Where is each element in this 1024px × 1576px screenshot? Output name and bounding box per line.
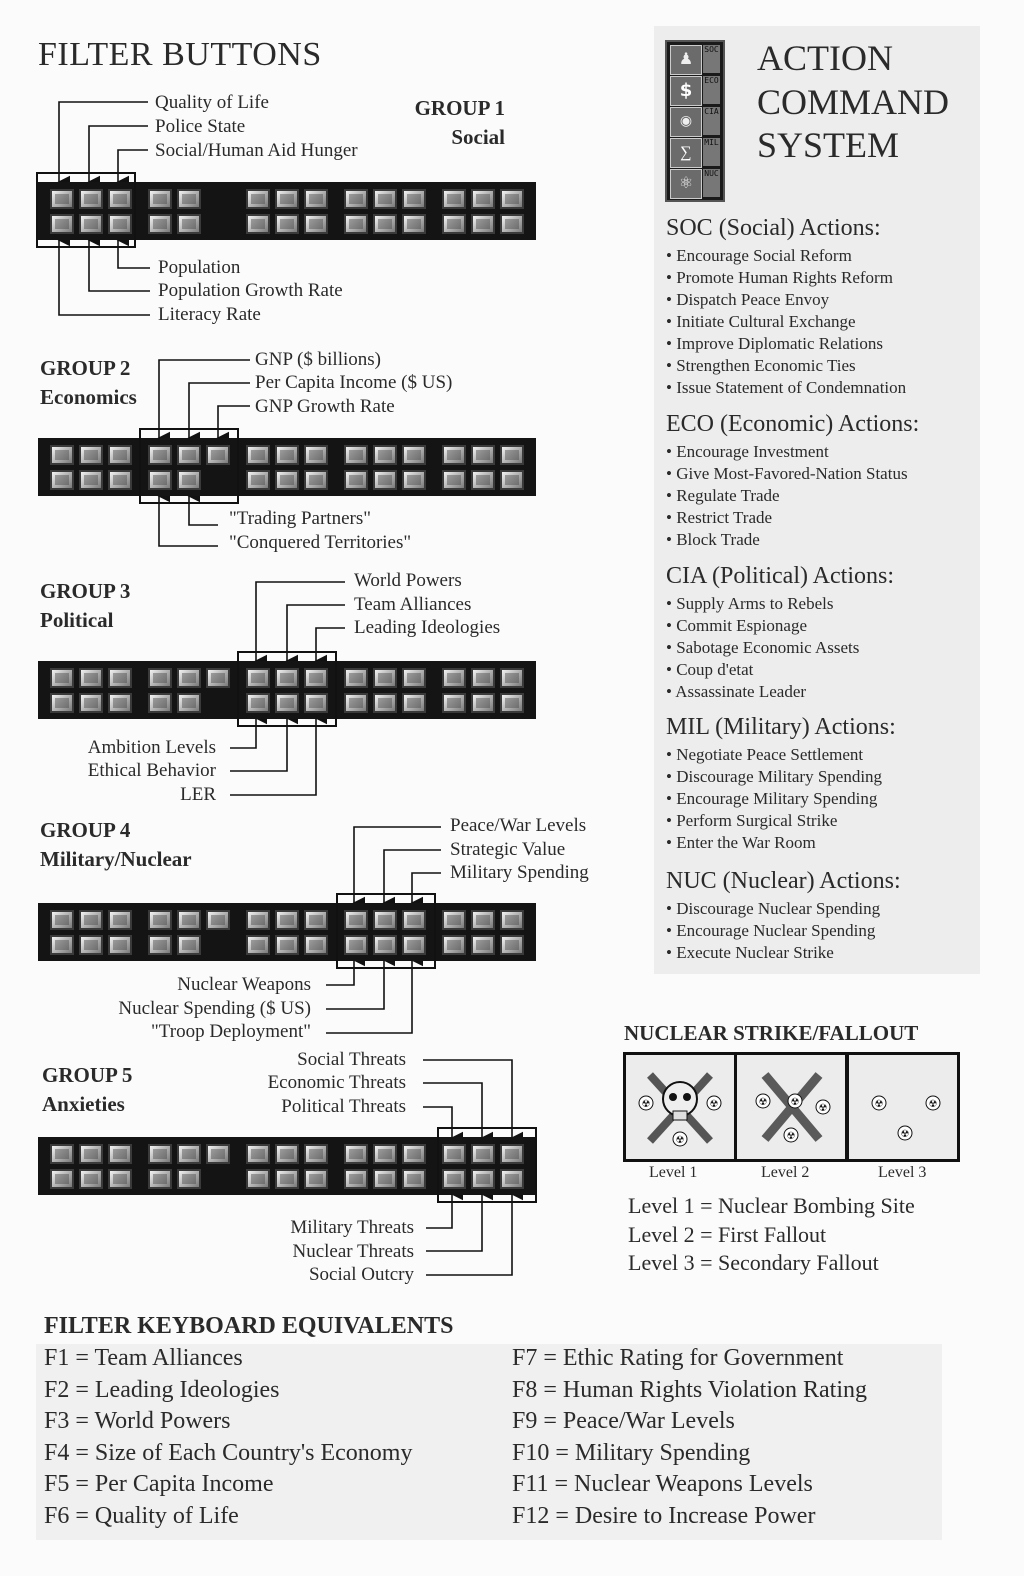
filter-button[interactable] [79, 910, 103, 930]
filter-button[interactable] [108, 693, 132, 713]
g2-title: GROUP 2 Economics [40, 356, 137, 409]
filter-button[interactable] [206, 668, 230, 688]
filter-button[interactable] [246, 935, 270, 955]
filter-button[interactable] [108, 1144, 132, 1164]
filter-button[interactable] [500, 668, 524, 688]
tool-tag-soc: SOC [703, 45, 720, 73]
filter-button[interactable] [246, 1169, 270, 1189]
g3-title: GROUP 3 Political [40, 579, 131, 632]
filter-button[interactable] [108, 910, 132, 930]
group-2-highlight [139, 428, 239, 504]
filter-button[interactable] [344, 693, 368, 713]
filter-button[interactable] [402, 214, 426, 234]
group-5-highlight [437, 1127, 537, 1203]
filter-button[interactable] [304, 1169, 328, 1189]
group-3-highlight [237, 651, 337, 727]
filter-button[interactable] [50, 910, 74, 930]
g4-bottom-label-2: Nuclear Spending ($ US) [118, 998, 311, 1019]
filter-button[interactable] [79, 445, 103, 465]
filter-button[interactable] [471, 910, 495, 930]
list-item[interactable]: • Encourage Nuclear Spending [666, 921, 876, 940]
list-item[interactable]: • Assassinate Leader [666, 682, 807, 701]
radiation-icon [849, 1055, 957, 1159]
filter-button[interactable] [206, 910, 230, 930]
g4-top-label-3: Military Spending [450, 862, 589, 883]
filter-button[interactable] [246, 214, 270, 234]
filter-button[interactable] [79, 668, 103, 688]
list-item[interactable]: • Perform Surgical Strike [666, 811, 838, 830]
filter-button[interactable] [373, 470, 397, 490]
list-item[interactable]: • Execute Nuclear Strike [666, 943, 834, 962]
g4-bottom-label-1: Nuclear Weapons [177, 974, 311, 995]
filter-button[interactable] [471, 668, 495, 688]
list-item: F8 = Human Rights Violation Rating [512, 1376, 867, 1403]
level-2-caption: Level 2 [761, 1164, 810, 1181]
filter-button[interactable] [442, 189, 466, 209]
people-icon[interactable]: ♟ [670, 45, 702, 75]
dollar-icon[interactable]: $ [670, 76, 702, 106]
filter-button[interactable] [148, 1169, 172, 1189]
level-definitions [628, 1192, 915, 1278]
cia-heading: CIA (Political) Actions: [666, 563, 894, 589]
filter-button[interactable] [148, 693, 172, 713]
filter-button[interactable] [304, 445, 328, 465]
g2-top-label-1: GNP ($ billions) [255, 349, 381, 370]
list-item[interactable]: • Commit Espionage [666, 616, 807, 635]
filter-button[interactable] [344, 214, 368, 234]
tool-tag-nuc: NUC [703, 169, 720, 197]
filter-button[interactable] [373, 189, 397, 209]
g3-bottom-label-3: LER [180, 784, 216, 805]
filter-button[interactable] [304, 935, 328, 955]
list-item[interactable]: • Regulate Trade [666, 486, 780, 505]
atom-icon[interactable]: ⚛ [670, 169, 702, 199]
filter-button[interactable] [275, 1144, 299, 1164]
svg-text:☢: ☢ [709, 1099, 719, 1110]
list-item[interactable]: • Coup d'etat [666, 660, 754, 679]
list-item[interactable]: • Restrict Trade [666, 508, 773, 527]
filter-button[interactable] [275, 935, 299, 955]
filter-button[interactable] [79, 1144, 103, 1164]
filter-button[interactable] [304, 189, 328, 209]
filter-button[interactable] [177, 935, 201, 955]
filter-button[interactable] [50, 470, 74, 490]
filter-button[interactable] [471, 470, 495, 490]
filter-buttons-title: FILTER BUTTONS [38, 36, 322, 73]
filter-button[interactable] [442, 693, 466, 713]
filter-button[interactable] [79, 935, 103, 955]
filter-button[interactable] [442, 445, 466, 465]
filter-button[interactable] [471, 693, 495, 713]
svg-text:☢: ☢ [818, 1103, 828, 1114]
tool-tag-mil: MIL [703, 138, 720, 166]
list-item[interactable]: • Improve Diplomatic Relations [666, 334, 883, 353]
filter-button[interactable] [108, 668, 132, 688]
filter-button[interactable] [148, 214, 172, 234]
filter-button[interactable] [471, 214, 495, 234]
filter-button[interactable] [206, 1144, 230, 1164]
filter-button[interactable] [177, 910, 201, 930]
filter-button[interactable] [50, 935, 74, 955]
svg-text:☢: ☢ [874, 1099, 884, 1110]
filter-button[interactable] [500, 470, 524, 490]
filter-button[interactable] [177, 668, 201, 688]
g4-title: GROUP 4 Military/Nuclear [40, 818, 192, 871]
g2-top-label-3: GNP Growth Rate [255, 396, 395, 417]
filter-button[interactable] [500, 445, 524, 465]
g3-bottom-label-1: Ambition Levels [87, 737, 216, 758]
filter-button[interactable] [50, 1144, 74, 1164]
filter-button[interactable] [402, 693, 426, 713]
soc-list [666, 245, 906, 399]
g2-bottom-label-2: "Conquered Territories" [229, 532, 412, 553]
filter-button[interactable] [373, 668, 397, 688]
filter-button[interactable] [246, 189, 270, 209]
g5-bottom-label-3: Social Outcry [308, 1264, 414, 1285]
g5-top-label-1: Social Threats [297, 1049, 406, 1070]
list-item[interactable]: • Initiate Cultural Exchange [666, 312, 856, 331]
filter-button[interactable] [275, 189, 299, 209]
filter-button[interactable] [177, 189, 201, 209]
list-item[interactable]: • Negotiate Peace Settlement [666, 745, 864, 764]
group-1-highlight [36, 172, 136, 248]
filter-button[interactable] [108, 935, 132, 955]
eco-heading: ECO (Economic) Actions: [666, 411, 920, 437]
g1-top-label-1: Quality of Life [155, 92, 269, 113]
level-3-caption: Level 3 [878, 1164, 927, 1181]
filter-button[interactable] [344, 1144, 368, 1164]
filter-button[interactable] [177, 1169, 201, 1189]
list-item: F11 = Nuclear Weapons Levels [512, 1471, 813, 1498]
group-2-button-bar [38, 438, 536, 496]
g1-top-label-2: Police State [155, 116, 246, 137]
filter-button[interactable] [148, 668, 172, 688]
g5-title: GROUP 5 Anxieties [42, 1063, 133, 1116]
filter-button[interactable] [344, 470, 368, 490]
filter-button[interactable] [402, 1144, 426, 1164]
g3-top-label-2: Team Alliances [354, 594, 472, 615]
eco-list [666, 441, 908, 551]
list-item: F7 = Ethic Rating for Government [512, 1345, 844, 1371]
g2-top-label-2: Per Capita Income ($ US) [255, 372, 453, 393]
filter-button[interactable] [402, 189, 426, 209]
level-1-tile [623, 1052, 737, 1162]
list-item: F5 = Per Capita Income [44, 1471, 274, 1498]
filter-button[interactable] [373, 445, 397, 465]
filter-button[interactable] [344, 1169, 368, 1189]
filter-button[interactable] [275, 470, 299, 490]
filter-button[interactable] [177, 1144, 201, 1164]
filter-button[interactable] [177, 693, 201, 713]
filter-button[interactable] [344, 189, 368, 209]
svg-text:☢: ☢ [928, 1099, 938, 1110]
list-item[interactable]: • Encourage Military Spending [666, 789, 878, 808]
group-4-button-bar [38, 903, 536, 961]
level-2-tile [734, 1052, 848, 1162]
filter-button[interactable] [275, 445, 299, 465]
svg-text:☢: ☢ [675, 1135, 685, 1146]
filter-button[interactable] [442, 935, 466, 955]
nuc-list [666, 898, 880, 964]
filter-button[interactable] [402, 470, 426, 490]
filter-button[interactable] [50, 1169, 74, 1189]
filter-button[interactable] [373, 1169, 397, 1189]
filter-button[interactable] [471, 189, 495, 209]
filter-button[interactable] [50, 668, 74, 688]
g5-bottom-label-1: Military Threats [290, 1217, 414, 1238]
list-item[interactable]: • Encourage Social Reform [666, 246, 852, 265]
level-2-definition: Level 2 = First Fallout [628, 1221, 827, 1247]
filter-button[interactable] [79, 1169, 103, 1189]
filter-button[interactable] [304, 214, 328, 234]
filter-button[interactable] [344, 445, 368, 465]
g3-bottom-label-2: Ethical Behavior [87, 760, 216, 781]
filter-button[interactable] [108, 445, 132, 465]
nuc-heading: NUC (Nuclear) Actions: [666, 868, 901, 894]
filter-button[interactable] [304, 470, 328, 490]
tool-tag-eco: ECO [703, 76, 720, 104]
g3-top-label-1: World Powers [354, 570, 462, 591]
filter-button[interactable] [79, 693, 103, 713]
g1-bottom-label-2: Population Growth Rate [158, 280, 343, 301]
list-item[interactable]: • Block Trade [666, 530, 760, 549]
action-command-title: ACTION COMMAND SYSTEM [757, 38, 950, 165]
level-3-tile [846, 1052, 960, 1162]
eye-icon[interactable]: ◉ [670, 107, 702, 137]
svg-text:☢: ☢ [758, 1097, 768, 1108]
list-item[interactable]: • Sabotage Economic Assets [666, 638, 860, 657]
g2-bottom-label-1: "Trading Partners" [229, 508, 371, 529]
fallout-cross-icon [737, 1055, 845, 1159]
g1-bottom-label-3: Literacy Rate [158, 304, 261, 325]
filter-button[interactable] [304, 1144, 328, 1164]
filter-button[interactable] [471, 445, 495, 465]
soldier-icon[interactable]: ∑ [670, 138, 702, 168]
g5-top-label-3: Political Threats [281, 1096, 406, 1117]
g5-bottom-label-2: Nuclear Threats [292, 1241, 414, 1262]
list-item[interactable]: • Encourage Investment [666, 442, 829, 461]
g5-top-label-2: Economic Threats [267, 1072, 406, 1093]
list-item: F1 = Team Alliances [44, 1345, 243, 1371]
filter-button[interactable] [373, 214, 397, 234]
g1-top-label-3: Social/Human Aid Hunger [155, 140, 358, 161]
list-item[interactable]: • Supply Arms to Rebels [666, 594, 834, 613]
filter-button[interactable] [246, 445, 270, 465]
list-item: F10 = Military Spending [512, 1439, 751, 1466]
soc-heading: SOC (Social) Actions: [666, 215, 881, 241]
level-3-definition: Level 3 = Secondary Fallout [628, 1250, 879, 1275]
filter-button[interactable] [500, 214, 524, 234]
filter-button[interactable] [148, 910, 172, 930]
filter-button[interactable] [275, 1169, 299, 1189]
filter-button[interactable] [275, 214, 299, 234]
g4-top-label-1: Peace/War Levels [450, 815, 587, 836]
keyboard-title: FILTER KEYBOARD EQUIVALENTS [44, 1313, 454, 1339]
filter-button[interactable] [108, 1169, 132, 1189]
filter-button[interactable] [246, 910, 270, 930]
g4-top-label-2: Strategic Value [450, 839, 566, 860]
filter-button[interactable] [177, 214, 201, 234]
filter-button[interactable] [402, 1169, 426, 1189]
filter-button[interactable] [50, 693, 74, 713]
filter-button[interactable] [275, 910, 299, 930]
filter-button[interactable] [246, 1144, 270, 1164]
filter-button[interactable] [500, 910, 524, 930]
filter-button[interactable] [373, 1144, 397, 1164]
mil-heading: MIL (Military) Actions: [666, 714, 896, 740]
keyboard-left-list [44, 1343, 412, 1533]
list-item[interactable]: • Dispatch Peace Envoy [666, 290, 830, 309]
group-4-highlight [336, 893, 436, 969]
list-item: F4 = Size of Each Country's Economy [44, 1439, 413, 1466]
list-item[interactable]: • Strengthen Economic Ties [666, 356, 856, 375]
filter-button[interactable] [442, 668, 466, 688]
list-item[interactable]: • Discourage Nuclear Spending [666, 899, 881, 918]
filter-button[interactable] [500, 935, 524, 955]
filter-button[interactable] [148, 935, 172, 955]
list-item[interactable]: • Issue Statement of Condemnation [666, 378, 907, 397]
filter-button[interactable] [442, 910, 466, 930]
filter-button[interactable] [148, 1144, 172, 1164]
list-item: F9 = Peace/War Levels [512, 1408, 735, 1435]
skull-crossbones-icon [626, 1055, 734, 1159]
filter-button[interactable] [442, 214, 466, 234]
filter-button[interactable] [108, 470, 132, 490]
cia-list [666, 593, 859, 703]
filter-button[interactable] [402, 445, 426, 465]
action-toolbar [665, 40, 725, 202]
svg-text:☢: ☢ [790, 1097, 800, 1108]
filter-button[interactable] [500, 189, 524, 209]
list-item: F6 = Quality of Life [44, 1502, 239, 1529]
keyboard-right-list [512, 1343, 867, 1533]
list-item: F2 = Leading Ideologies [44, 1376, 280, 1403]
filter-button[interactable] [304, 910, 328, 930]
tool-tag-cia: CIA [703, 107, 720, 135]
svg-text:☢: ☢ [641, 1099, 651, 1110]
g3-top-label-3: Leading Ideologies [354, 617, 501, 638]
level-1-caption: Level 1 [649, 1164, 698, 1181]
g1-title: GROUP 1 Social [414, 96, 505, 149]
list-item[interactable]: • Enter the War Room [666, 833, 816, 852]
filter-button[interactable] [148, 189, 172, 209]
filter-button[interactable] [500, 693, 524, 713]
svg-text:☢: ☢ [900, 1129, 910, 1140]
svg-text:☢: ☢ [786, 1131, 796, 1142]
filter-button[interactable] [442, 470, 466, 490]
g4-bottom-label-3: "Troop Deployment" [151, 1021, 311, 1042]
g1-bottom-label-1: Population [158, 257, 241, 278]
list-item[interactable]: • Promote Human Rights Reform [666, 268, 893, 287]
filter-button[interactable] [471, 935, 495, 955]
mil-list [666, 744, 882, 854]
filter-button[interactable] [373, 693, 397, 713]
level-1-definition: Level 1 = Nuclear Bombing Site [628, 1193, 915, 1218]
filter-button[interactable] [79, 470, 103, 490]
filter-button[interactable] [246, 470, 270, 490]
list-item: F12 = Desire to Increase Power [512, 1502, 816, 1529]
filter-button[interactable] [402, 668, 426, 688]
nuclear-strike-title: NUCLEAR STRIKE/FALLOUT [624, 1021, 919, 1045]
list-item[interactable]: • Discourage Military Spending [666, 767, 883, 786]
list-item: F3 = World Powers [44, 1408, 231, 1435]
list-item[interactable]: • Give Most-Favored-Nation Status [666, 464, 908, 483]
filter-button[interactable] [50, 445, 74, 465]
filter-button[interactable] [344, 668, 368, 688]
